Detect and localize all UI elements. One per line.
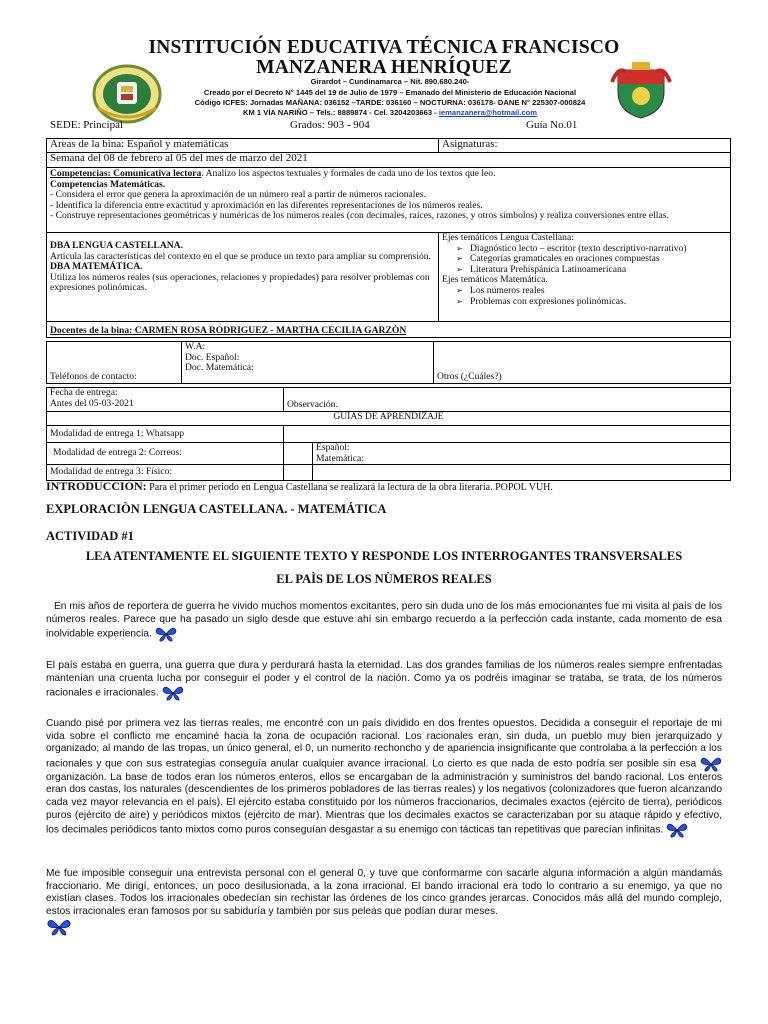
semana-cell: Semana del 08 de febrero al 05 del mes de marzo del 2021 <box>47 153 731 168</box>
fecha-label: Fecha de entrega: <box>50 387 118 398</box>
docentes-cell <box>47 322 731 338</box>
guias-cell: GUÍAS DE APRENDIZAJE <box>47 412 731 426</box>
dba-cell <box>47 233 439 322</box>
institution-title-line2: MANZANERA HENRÍQUEZ <box>256 57 512 78</box>
butterfly-icon <box>666 822 688 838</box>
grados-label: Grados: 903 - 904 <box>290 119 370 131</box>
instruction-heading: LEA ATENTAMENTE EL SIGUIENTE TEXTO Y RESPONDE LOS INTERROGANTES TRANSVERSALES <box>85 549 683 563</box>
guia-label: Guía No.01 <box>526 119 578 131</box>
story-title: EL PAÌS DE LOS NÙMEROS REALES <box>276 572 492 586</box>
modalidad2-blank <box>284 443 313 465</box>
eje-mat-item: ➢ Problemas con expresiones polinómicas. <box>470 297 727 308</box>
otros-cell: Otros (¿Cuáles?) <box>434 342 731 384</box>
paragraph-2 <box>46 660 722 701</box>
correo-espanol-label: Español: <box>316 442 350 453</box>
doc-contact-cell <box>182 342 434 384</box>
paragraph-3b-text: organización. La base de todos eran los números enteros, ellos se encargaban de la administración y suministros del bando racional. Los enteros eran dos castas, los naturales (descendientes de los primeros pobladores de las tierras reales) y los negativos (colonizadores que fueron alcanzando cada vez mayor relevancia en el país). El ejército estaba constituido por los números fraccionarios, decimales exactos (ejército de tierra), periódicos puros (ejército de aire) y periódicos mixtos (ejército de mar). Mientras que los decimales exactos se caracterizaban por su ataque rápido y efectivo, los decimales periódicos tanto mixtos como puros conseguían desgastar a su enemigo con tácticas tan repetitivas que parecían infinitas. <box>46 771 722 836</box>
info-line-nit: Girardot – Cundinamarca – Nit. 890.680.240- <box>310 77 470 86</box>
info-line-decreto: Creado por el Decreto N° 1445 del 19 de Julio de 1979 – Emanado del Ministerio de Educación Nacional <box>203 88 577 97</box>
info-line-icfes: Código ICFES: Jornadas MAÑANA: 036152 –TARDE: 036160 – NOCTURNA: 036178- DANE N° 225307-000824 <box>194 98 586 107</box>
intro-label: INTRODUCCIÓN: <box>46 479 147 493</box>
exploracion-heading: EXPLORACIÒN LENGUA CASTELLANA. - MATEMÁTICA <box>46 502 387 516</box>
dba-mat-label: DBA MATEMÁTICA. <box>50 261 143 273</box>
doc-mat-label: Doc. Matemática: <box>185 362 254 374</box>
butterfly-icon <box>46 918 72 936</box>
paragraph-3 <box>46 718 722 838</box>
eje-lengua-item: ➢ Categorías gramaticales en oraciones compuestas <box>470 254 727 265</box>
correos-cell <box>313 443 731 465</box>
ejes-mat-label: Ejes temáticos Matemática. <box>442 274 548 286</box>
eje-mat-item: ➢ Los números reales <box>470 286 727 297</box>
modalidad1-cell: Modalidad de entrega 1: Whatsapp <box>47 426 284 443</box>
paragraph-1 <box>46 601 722 642</box>
paragraph-4-text: Me fue imposible conseguir una entrevista personal con el general 0, y tuve que conformarme con sacarle alguna información a algún mandamás fraccionario. Me dirigí, entonces, un poco desilusionada, a la zona irracional. El bando irracional era todo lo contrario a su enemigo, ya que no existían clases. Todos los irracionales obedecían sin rechistar las órdenes de los cinco grandes jerarcas. Conocidos más allá del mundo complejo, estos irracionales eran famosos por su sabiduría y también por sus peleas que podían durar meses. <box>46 868 722 917</box>
competencias-cell <box>47 168 731 233</box>
intro-line <box>46 479 736 494</box>
doc-espanol-label: Doc. Español: <box>185 351 240 363</box>
competencias-label: Competencias: Comunicativa lectora <box>50 168 202 179</box>
fecha-cell <box>47 388 284 412</box>
eje-lengua-item: ➢ Literatura Prehispánica Latinoamericana <box>470 265 727 276</box>
sede-label: SEDE: Principal <box>50 119 124 131</box>
actividad-heading: ACTIVIDAD #1 <box>46 529 134 543</box>
competencia-mat-item: - Identifica la diferencia entre exactitud y aproximación en las diferentes representaciones de los números reales. <box>50 199 483 211</box>
eje-lengua-item: ➢ Diagnóstico lecto – escritor (texto descriptivo-narrativo) <box>470 244 727 255</box>
contact-table <box>46 341 731 384</box>
paragraph-1-text: En mis años de reportera de guerra he vivido muchos momentos excitantes, pero sin duda uno de los más emocionantes fue mi visita al país de los números reales. Parece que ha pasado un siglo desde que estuve ahí sin embargo recuerdo a la perfección cada instante, cada momento de esa inolvidable experiencia. <box>46 601 722 640</box>
paragraph-3a-text: Cuando pisé por primera vez las tierras reales, me encontré con un país dividido en dos frentes opuestos. Decidida a conseguir el reportaje de mi vida sobre el conflicto me encaminé hacia la zona de ocupación racional. Los racionales eran, sin duda, un pueblo muy bien jerarquizado y organizado; al mando de las tropas, un único general, el 0, un numerito rechoncho y de apariencia insignificante que controlaba a la perfección a los racionales y que con sus estrategias conseguía anular cualquier avance irracional. Lo cierto es que nada de esto podría ser posible sin esa <box>46 718 722 770</box>
competencia-mat-item: - Considera el error que genera la aproximación de un número real a partir de números racionales. <box>50 189 426 201</box>
institution-title-line1: INSTITUCIÓN EDUCATIVA TÉCNICA FRANCISCO <box>148 37 620 58</box>
guide-info-table <box>46 138 731 338</box>
info-line-contact <box>160 108 620 119</box>
dba-lengua-text: Articula las características del contexto en el que se produce un texto para ampliar su comprensión. <box>50 250 431 262</box>
modalidad3-cell: Modalidad de entrega 3: Físico: <box>47 465 284 481</box>
butterfly-icon <box>155 626 177 642</box>
observacion-cell: Observación. <box>284 388 731 412</box>
email-link[interactable]: iemanzanera@hotmail.com <box>438 108 537 117</box>
ejes-lengua-label: Ejes temáticos Lengua Castellana: <box>442 232 574 243</box>
competencias-mat-label: Competencias Matemáticas. <box>50 178 166 190</box>
areas-cell: Areas de la bina: Español y matemáticas <box>47 139 439 153</box>
docentes-text: Docentes de la bina: CARMEN ROSA RODRIGUEZ - MARTHA CECILIA GARZÒN <box>50 325 407 337</box>
butterfly-icon <box>162 685 184 701</box>
modalidad2-cell: Modalidad de entrega 2: Correos: <box>47 443 284 465</box>
correo-mat-label: Matemática: <box>316 452 364 464</box>
paragraph-4 <box>46 868 722 936</box>
asignaturas-cell: Asignaturas: <box>439 139 731 153</box>
butterfly-icon <box>700 756 722 772</box>
ejes-cell <box>439 233 731 322</box>
dba-lengua-label: DBA LENGUA CASTELLANA. <box>50 240 184 251</box>
delivery-table <box>46 387 731 481</box>
wa-label: W.A: <box>185 341 206 352</box>
fecha-value: Antes del 05-03-2021 <box>50 397 134 409</box>
modalidad1-detail <box>284 426 731 443</box>
contact-text: KM 1 VÍA NARIÑO – Tels.: 8889874 - Cel. 3204203663 - <box>243 108 439 117</box>
intro-text: Para el primer periodo en Lengua Castellana se realizará la lectura de la obra literaria. POPOL VUH. <box>146 482 553 493</box>
telefonos-cell: Teléfonos de contacto: <box>47 342 182 384</box>
dba-mat-text: Utiliza los números reales (sus operaciones, relaciones y propiedades) para resolver problemas con expresiones polinómicas. <box>50 271 430 294</box>
competencia-mat-item: - Construye representaciones geométricas y numéricas de los números reales (con decimales, raíces, razones, y otros símbolos) y realiza conversiones entre ellas. <box>50 210 669 222</box>
school-seal-icon <box>92 64 162 124</box>
competencias-text: . Analizo los aspectos textuales y formales de cada uno de los textos que leo. <box>201 168 496 179</box>
paragraph-2-text: El país estaba en guerra, una guerra que dura y perdurará hasta la eternidad. Las dos grandes familias de los números reales siempre enfrentadas mantenían una cruenta lucha por conseguir el poder y el control de la nación. Como ya os podréis imaginar se trataba, se trata, de los números racionales e irracionales. <box>46 660 722 699</box>
